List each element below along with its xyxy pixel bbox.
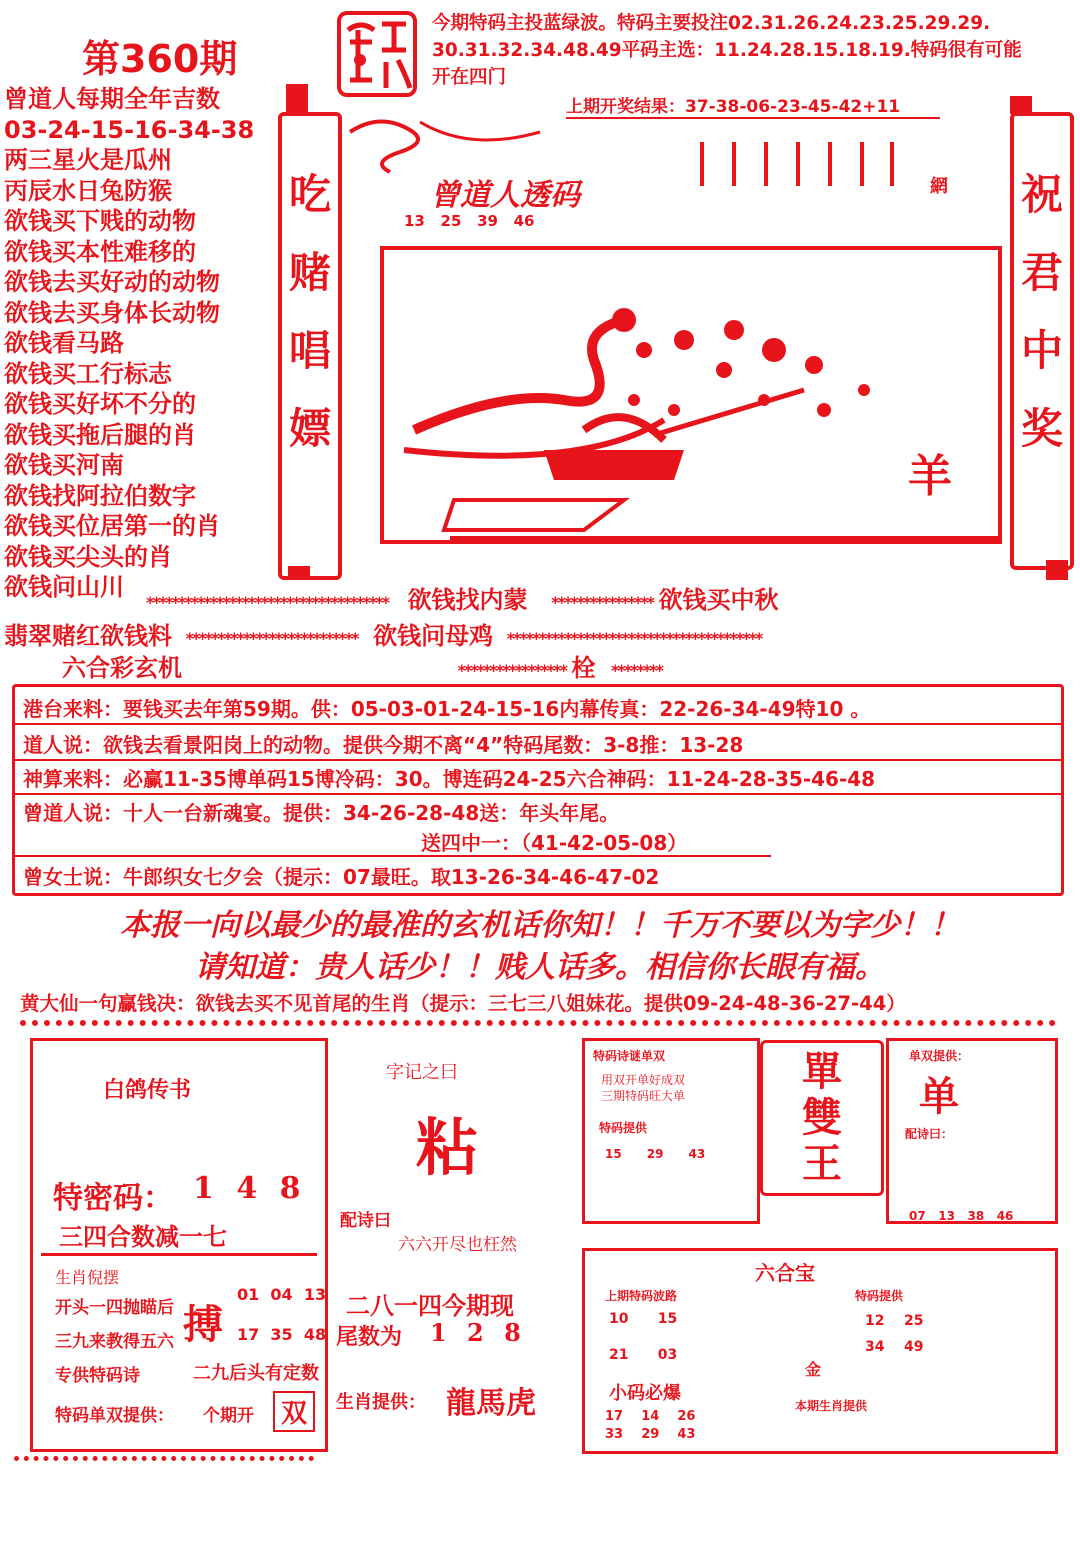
bo-char: 搏 — [183, 1301, 223, 1348]
middle-riddle: 欲钱找内蒙 — [407, 586, 528, 614]
panel-special: 特码提供 — [855, 1289, 904, 1303]
scroll-left-char: 嫖 — [288, 404, 331, 453]
stars: **************************************** — [506, 629, 762, 648]
middle-riddle: 六合彩玄机 — [62, 654, 182, 682]
center-poem-label: 配诗曰 — [340, 1211, 391, 1231]
panel-nums: 12 25 — [865, 1313, 924, 1329]
header-line-3: 开在四门 — [432, 67, 507, 88]
star-border — [14, 1456, 314, 1475]
panel-char: 单 — [919, 1073, 959, 1120]
left-line: 欲钱看马路 — [4, 329, 124, 357]
fisherman-painting — [384, 250, 998, 540]
scroll-right-char: 祝 — [1020, 170, 1063, 219]
left-line: 欲钱买好坏不分的 — [4, 390, 196, 418]
panel-danshuangwang — [760, 1040, 884, 1196]
middle-riddle: 欲钱买中秋 — [658, 586, 779, 614]
left-line: 欲钱买位居第一的肖 — [4, 512, 220, 540]
middle-riddle: 翡翠赌红欲钱料 — [4, 622, 172, 650]
panel-shima — [582, 1038, 760, 1224]
panel-small: 小码必爆 — [609, 1383, 681, 1404]
panel-poem: 配诗曰： — [905, 1127, 954, 1141]
info-line: 曾道人说：十人一台新魂宴。提供：34-26-28-48送：年头年尾。 — [23, 801, 620, 825]
panel-nums: 17 14 26 — [605, 1409, 696, 1424]
dsw-char: 王 — [802, 1140, 842, 1187]
huang-daxian-line: 黄大仙一句赢钱决：欲钱去买不见首尾的生肖（提示：三七三八姐妹花。提供09-24-48-36-27-44） — [20, 992, 906, 1015]
panel-title: 单双提供： — [909, 1049, 970, 1063]
scroll-right-char: 君 — [1020, 248, 1063, 297]
middle-row-2 — [4, 616, 761, 651]
left-line: 欲钱买下贱的动物 — [4, 207, 196, 235]
panel-title: 六合宝 — [755, 1261, 815, 1285]
scroll-right-char: 奖 — [1020, 404, 1063, 453]
picture-numbers: 13 25 39 46 — [404, 212, 535, 230]
danshuang-mid: 个期开 — [203, 1406, 254, 1426]
shengxiao-value: 龍馬虎 — [446, 1386, 536, 1421]
center-nums-label: 尾数为 — [336, 1324, 403, 1350]
middle-row-1 — [146, 580, 779, 615]
left-line: 欲钱找阿拉伯数字 — [4, 481, 196, 510]
dsw-char: 雙 — [802, 1094, 842, 1141]
panel-danshuang-provide — [886, 1038, 1058, 1224]
panel-liuhebao — [582, 1248, 1058, 1454]
scroll-knob-top-right — [1010, 96, 1032, 114]
poem-line: 专供特码诗 — [55, 1366, 140, 1386]
special-code-value: 1 4 8 — [193, 1171, 307, 1206]
panel-nums: 07 13 38 46 — [909, 1209, 1014, 1223]
header-text — [432, 10, 1072, 91]
left-line: 03-24-15-16-34-38 — [4, 115, 255, 144]
header-line-1: 今期特码主投蓝绿波。特码主要投注02.31.26.24.23.25.29.29. — [432, 13, 991, 34]
picture-label: 羊 — [908, 451, 952, 502]
left-line: 欲钱买拖后腿的肖 — [4, 420, 196, 449]
poem-line: 用双开单好成双 — [601, 1073, 686, 1087]
stars: *************************** — [185, 629, 358, 648]
panel-nums: 34 49 — [865, 1339, 924, 1355]
scroll-bottom-rod — [450, 536, 1000, 544]
left-line: 欲钱去买好动的动物 — [4, 268, 220, 296]
left-line: 丙辰水日兔防猴 — [4, 176, 172, 205]
panel-title: 白鸽传书 — [103, 1077, 192, 1103]
scroll-right-char: 中 — [1020, 326, 1063, 375]
header-line-2: 30.31.32.34.48.49平码主选：11.24.28.15.18.19.特码很有可能 — [432, 40, 1022, 61]
special-code-note: 三四合数减一七 — [59, 1222, 227, 1251]
nums-row: 17 35 48 — [237, 1325, 327, 1344]
info-line: 港台来料：要钱买去年第59期。供：05-03-01-24-15-16内幕传真：22-26-34-49特10 。 — [23, 697, 871, 721]
shengxiao-provide: 生肖提供： — [336, 1392, 426, 1413]
poem-line: 三期特码旺大单 — [601, 1089, 686, 1103]
picture-title: 曾道人透码 — [430, 178, 580, 213]
info-line: 送四中一：（41-42-05-08） — [421, 831, 688, 855]
center-nums: 1 2 8 — [430, 1318, 527, 1347]
panel-nums: 10 15 — [609, 1311, 678, 1327]
scroll-right-panel — [1010, 112, 1074, 570]
panel-baige — [30, 1038, 328, 1452]
slogan-2: 请知道：贵人话少！！贱人话多。相信你长眼有福。 — [195, 950, 885, 985]
info-line: 神算来料：必赢11-35博单码15博冷码：30。博连码24-25六合神码：11-24-28-35-46-48 — [23, 767, 876, 791]
left-column — [4, 84, 279, 603]
danshuang-value: 双 — [273, 1391, 315, 1432]
panel-center — [330, 1038, 570, 1446]
left-line: 欲钱买河南 — [4, 451, 124, 479]
left-line: 欲钱买尖头的肖 — [4, 542, 172, 571]
scroll-knob-bottom-right — [1046, 560, 1068, 580]
middle-row-3 — [62, 648, 662, 683]
scroll-left-char: 唱 — [288, 326, 331, 375]
poem-line: 开头一四抛瞄后 — [55, 1298, 174, 1318]
info-line: 道人说：欲钱去看景阳岗上的动物。提供今期不离“4”特码尾数：3-8推：13-28 — [23, 733, 744, 757]
center-poem: 六六开尽也枉然 — [398, 1235, 517, 1255]
info-line: 曾女士说：牛郎织女七夕会（提示：07最旺。取13-26-34-46-47-02 — [23, 865, 660, 889]
center-hint: 二八一四今期现 — [346, 1291, 514, 1320]
poem-line: 三九来教得五六 — [55, 1332, 174, 1352]
issue-number: 第360期 — [82, 37, 238, 81]
middle-riddle: 栓 — [571, 654, 596, 682]
scroll-knob-bottom — [288, 566, 310, 580]
scroll-left-char: 赌 — [288, 248, 331, 297]
left-line: 欲钱去买身体长动物 — [4, 298, 220, 327]
stars: ************************************** — [146, 593, 388, 612]
danshuang-label: 特码单双提供： — [55, 1406, 174, 1426]
nums-row: 01 04 13 — [237, 1285, 327, 1304]
left-line: 曾道人每期全年吉数 — [4, 85, 220, 113]
panel-nums: 15 29 43 — [605, 1147, 706, 1161]
left-line: 欲钱买本性难移的 — [4, 237, 196, 266]
panel-nums: 21 03 — [609, 1347, 678, 1363]
scroll-picture — [380, 246, 1002, 544]
panel-provide: 特码提供 — [599, 1121, 648, 1135]
scroll-left-panel — [278, 112, 342, 580]
info-box — [12, 684, 1064, 896]
center-char: 粘 — [416, 1111, 479, 1184]
left-line: 欲钱问山川 — [4, 573, 124, 601]
picture-wordmark: 網 — [930, 176, 948, 197]
center-title: 字记之曰 — [386, 1062, 458, 1083]
stars: ***************** — [457, 661, 566, 680]
stamp-logo — [336, 10, 418, 98]
slogan-1: 本报一向以最少的最准的玄机话你知！！千万不要以为字少！！ — [120, 908, 960, 943]
left-line: 两三星火是瓜州 — [4, 146, 172, 174]
shengxiao-label: 生肖倪摆 — [55, 1268, 120, 1287]
last-result: 上期开奖结果：37-38-06-23-45-42+11 — [566, 92, 940, 119]
left-line: 欲钱买工行标志 — [4, 359, 172, 388]
panel-bottom: 本期生肖提供 — [795, 1399, 868, 1413]
poem-line: 二九后头有定数 — [193, 1363, 319, 1384]
dotted-divider — [20, 1020, 1056, 1036]
special-code-label: 特密码： — [53, 1181, 173, 1216]
middle-riddle: 欲钱问母鸡 — [373, 622, 494, 650]
scroll-left-char: 吃 — [288, 170, 331, 219]
stars: ******** — [610, 661, 662, 680]
panel-gold: 金 — [805, 1360, 822, 1379]
scroll-knob-top — [286, 84, 308, 114]
dsw-char: 單 — [802, 1048, 842, 1095]
panel-nums: 33 29 43 — [605, 1427, 696, 1442]
panel-title: 特码诗谜单双 — [593, 1049, 666, 1063]
stars: **************** — [551, 593, 653, 612]
panel-wave: 上期特码波路 — [605, 1289, 678, 1303]
